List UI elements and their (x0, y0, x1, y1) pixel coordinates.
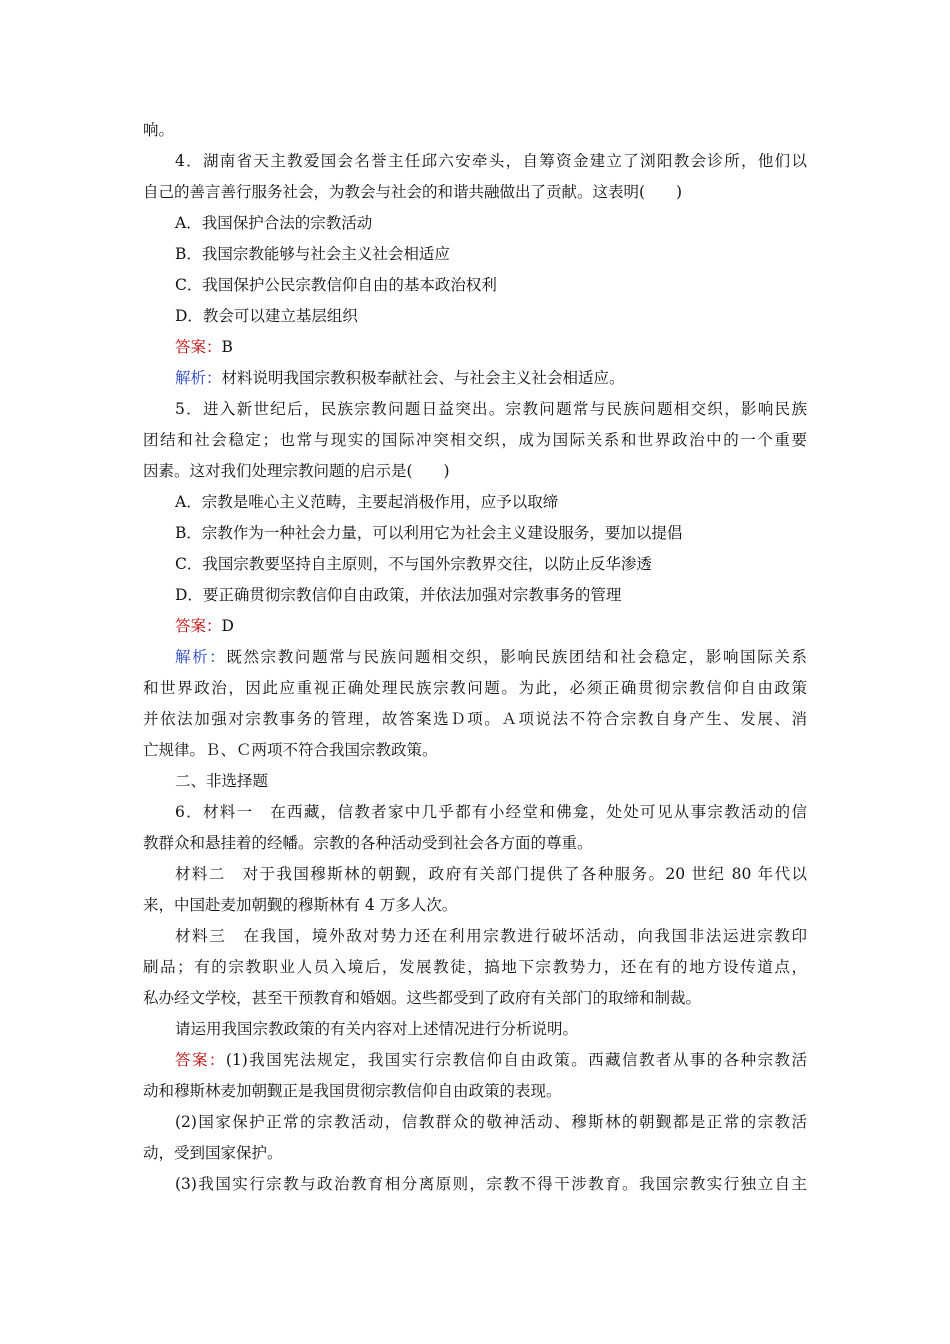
answer-text: (1)我国宪法规定，我国实行宗教信仰自由政策。西藏信教者从事的各种宗教活 (225, 1051, 807, 1069)
q6-answer-2-line-1: (2)国家保护正常的宗教活动，信教群众的敬神活动、穆斯林的朝觐都是正常的宗教活 (175, 1113, 807, 1131)
section-heading: 二、非选择题 (175, 772, 269, 790)
q5-option-d: D．要正确贯彻宗教信仰自由政策，并依法加强对宗教事务的管理 (175, 586, 622, 604)
answer-label: 答案： (175, 617, 222, 635)
top-fragment: 响。 (143, 121, 175, 139)
q4-option-a: A．我国保护合法的宗教活动 (175, 214, 373, 232)
q4-explanation (143, 363, 807, 394)
explanation-text: 材料说明我国宗教积极奉献社会、与社会主义社会相适应。 (221, 369, 625, 387)
answer-value: B (221, 338, 233, 356)
q6-material-1-line-1: 6．材料一 在西藏，信教者家中几乎都有小经堂和佛龛，处处可见从事宗教活动的信 (175, 803, 807, 821)
q4-stem-line-2: 自己的善言善行服务社会，为教会与社会的和谐共融做出了贡献。这表明( ) (143, 183, 683, 201)
answer-label: 答案： (175, 1051, 226, 1069)
q6-material-3-line-3: 私办经文学校，甚至干预教育和婚姻。这些都受到了政府有关部门的取缔和制裁。 (143, 989, 702, 1007)
q4-stem-line-1: 4．湖南省天主教爱国会名誉主任邱六安牵头，自筹资金建立了浏阳教会诊所，他们以 (175, 152, 807, 170)
q6-prompt: 请运用我国宗教政策的有关内容对上述情况进行分析说明。 (175, 1020, 579, 1038)
q6-answer-3-line-1: (3)我国实行宗教与政治教育相分离原则，宗教不得干涉教育。我国宗教实行独立自主 (175, 1175, 807, 1193)
q5-stem-line-2: 团结和社会稳定；也常与现实的国际冲突相交织，成为国际关系和世界政治中的一个重要 (143, 431, 807, 449)
q4-option-b: B．我国宗教能够与社会主义社会相适应 (175, 245, 450, 263)
q6-answer-2-line-2: 动，受到国家保护。 (143, 1144, 283, 1162)
q5-option-b: B．宗教作为一种社会力量，可以利用它为社会主义建设服务，要加以提倡 (175, 524, 683, 542)
explanation-label: 解析： (175, 369, 222, 387)
q5-explanation-line-4: 亡规律。Ｂ、Ｃ两项不符合我国宗教政策。 (143, 741, 438, 759)
answer-value: D (221, 617, 234, 635)
q6-material-2-line-1: 材料二 对于我国穆斯林的朝觐，政府有关部门提供了各种服务。20 世纪 80 年代以 (175, 865, 807, 883)
q5-option-c: C．我国宗教要坚持自主原则，不与国外宗教界交往，以防止反华渗透 (175, 555, 652, 573)
q6-answer-1-line-2: 动和穆斯林麦加朝觐正是我国贯彻宗教信仰自由政策的表现。 (143, 1082, 562, 1100)
q4-answer (143, 332, 807, 363)
q5-answer (143, 611, 807, 642)
q6-answer-1-line-1 (143, 1045, 807, 1076)
explanation-label: 解析： (175, 648, 227, 666)
q5-explanation-line-3: 并依法加强对宗教事务的管理，故答案选Ｄ项。Ａ项说法不符合宗教自身产生、发展、消 (143, 710, 807, 728)
q6-material-2-line-2: 来，中国赴麦加朝觐的穆斯林有 4 万多人次。 (143, 896, 458, 914)
q4-option-d: D．教会可以建立基层组织 (175, 307, 358, 325)
q6-material-3-line-2: 刷品；有的宗教职业人员入境后，发展教徒，搞地下宗教势力，还在有的地方设传道点， (143, 958, 807, 976)
document-page (143, 115, 807, 1200)
q4-option-c: C．我国保护公民宗教信仰自由的基本政治权利 (175, 276, 497, 294)
q5-explanation-line-1 (143, 642, 807, 673)
explanation-text: 既然宗教问题常与民族问题相交织，影响民族团结和社会稳定，影响国际关系 (226, 648, 807, 666)
q5-stem-line-1: 5．进入新世纪后，民族宗教问题日益突出。宗教问题常与民族问题相交织，影响民族 (175, 400, 807, 418)
q6-material-1-line-2: 教群众和悬挂着的经幡。宗教的各种活动受到社会各方面的尊重。 (143, 834, 593, 852)
q5-explanation-line-2: 和世界政治，因此应重视正确处理民族宗教问题。为此，必须正确贯彻宗教信仰自由政策 (143, 679, 807, 697)
answer-label: 答案： (175, 338, 222, 356)
q5-stem-line-3: 因素。这对我们处理宗教问题的启示是( ) (143, 462, 450, 480)
q5-option-a: A．宗教是唯心主义范畴，主要起消极作用，应予以取缔 (175, 493, 559, 511)
q6-material-3-line-1: 材料三 在我国，境外敌对势力还在利用宗教进行破坏活动，向我国非法运进宗教印 (175, 927, 807, 945)
